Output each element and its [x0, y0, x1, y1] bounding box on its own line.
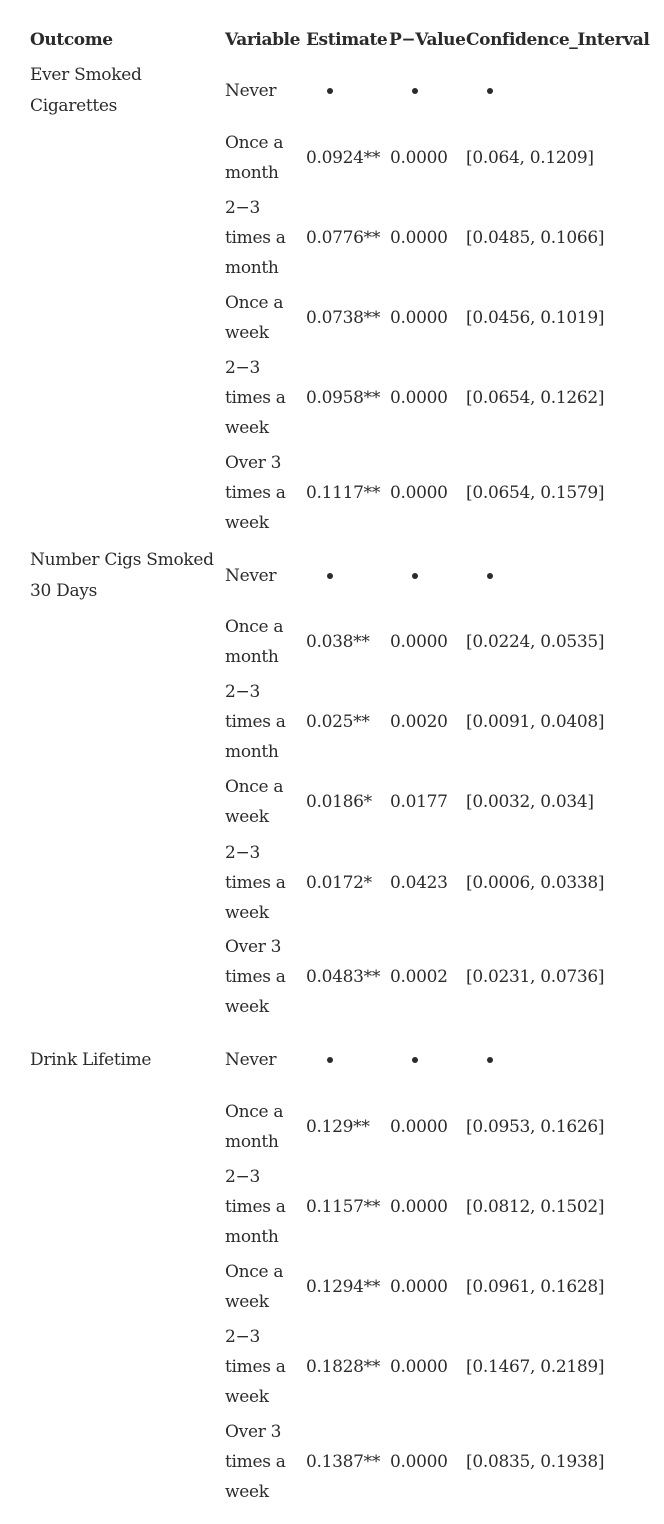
p-value-missing-dot	[412, 573, 418, 579]
p-value-cell: 0.0177	[390, 792, 448, 812]
header-p-value: P−Value	[389, 30, 466, 50]
estimate-missing-dot	[327, 573, 333, 579]
variable-cell: 2−3 times a month	[225, 682, 286, 762]
p-value-cell: 0.0423	[390, 873, 448, 893]
variable-cell: Never	[225, 566, 277, 586]
variable-cell: Once a month	[225, 1102, 284, 1152]
outcome-label: Ever Smoked Cigarettes	[30, 65, 142, 116]
estimate-cell: 0.0738**	[306, 308, 381, 328]
estimate-cell: 0.1157**	[306, 1197, 381, 1217]
confidence-interval-cell: [0.0953, 0.1626]	[466, 1117, 605, 1137]
ci-missing-dot	[487, 1057, 493, 1063]
variable-cell: 2−3 times a week	[225, 843, 286, 923]
p-value-cell: 0.0000	[390, 1277, 448, 1297]
confidence-interval-cell: [0.0091, 0.0408]	[466, 712, 605, 732]
confidence-interval-cell: [0.0961, 0.1628]	[466, 1277, 605, 1297]
variable-cell: Once a week	[225, 293, 284, 343]
p-value-cell: 0.0000	[390, 1197, 448, 1217]
p-value-cell: 0.0000	[390, 1357, 448, 1377]
p-value-cell: 0.0000	[390, 148, 448, 168]
p-value-cell: 0.0000	[390, 483, 448, 503]
estimate-cell: 0.1387**	[306, 1452, 381, 1472]
confidence-interval-cell: [0.0654, 0.1262]	[466, 388, 605, 408]
p-value-cell: 0.0000	[390, 308, 448, 328]
variable-cell: Once a week	[225, 777, 284, 827]
confidence-interval-cell: [0.0456, 0.1019]	[466, 308, 605, 328]
variable-cell: Never	[225, 1050, 277, 1070]
p-value-cell: 0.0000	[390, 1452, 448, 1472]
confidence-interval-cell: [0.0485, 0.1066]	[466, 228, 605, 248]
header-estimate: Estimate	[306, 30, 388, 50]
estimate-cell: 0.0172*	[306, 873, 372, 893]
estimate-cell: 0.0186*	[306, 792, 372, 812]
variable-cell: Never	[225, 81, 277, 101]
variable-cell: 2−3 times a week	[225, 1327, 286, 1407]
p-value-cell: 0.0000	[390, 388, 448, 408]
estimate-cell: 0.0958**	[306, 388, 381, 408]
p-value-cell: 0.0002	[390, 967, 448, 987]
outcome-label: Drink Lifetime	[30, 1050, 152, 1070]
variable-cell: 2−3 times a week	[225, 358, 286, 438]
estimate-cell: 0.129**	[306, 1117, 370, 1137]
estimate-cell: 0.1294**	[306, 1277, 381, 1297]
header-variable: Variable	[225, 30, 301, 50]
confidence-interval-cell: [0.0224, 0.0535]	[466, 632, 605, 652]
variable-cell: Over 3 times a week	[225, 937, 286, 1017]
p-value-missing-dot	[412, 88, 418, 94]
confidence-interval-cell: [0.0812, 0.1502]	[466, 1197, 605, 1217]
confidence-interval-cell: [0.0231, 0.0736]	[466, 967, 605, 987]
variable-cell: Once a week	[225, 1262, 284, 1312]
variable-cell: 2−3 times a month	[225, 1167, 286, 1247]
variable-cell: 2−3 times a month	[225, 198, 286, 278]
estimate-cell: 0.1828**	[306, 1357, 381, 1377]
variable-cell: Over 3 times a week	[225, 1422, 286, 1502]
ci-missing-dot	[487, 88, 493, 94]
p-value-cell: 0.0020	[390, 712, 448, 732]
estimate-missing-dot	[327, 1057, 333, 1063]
p-value-cell: 0.0000	[390, 228, 448, 248]
estimate-missing-dot	[327, 88, 333, 94]
header-outcome: Outcome	[30, 30, 113, 50]
estimate-cell: 0.0776**	[306, 228, 381, 248]
confidence-interval-cell: [0.064, 0.1209]	[466, 148, 594, 168]
estimate-cell: 0.0483**	[306, 967, 381, 987]
estimate-cell: 0.0924**	[306, 148, 381, 168]
confidence-interval-cell: [0.0654, 0.1579]	[466, 483, 605, 503]
p-value-cell: 0.0000	[390, 1117, 448, 1137]
estimate-cell: 0.038**	[306, 632, 370, 652]
ci-missing-dot	[487, 573, 493, 579]
outcome-label: Number Cigs Smoked 30 Days	[30, 550, 214, 601]
estimate-cell: 0.025**	[306, 712, 370, 732]
p-value-cell: 0.0000	[390, 632, 448, 652]
variable-cell: Once a month	[225, 133, 284, 183]
confidence-interval-cell: [0.0032, 0.034]	[466, 792, 594, 812]
estimate-cell: 0.1117**	[306, 483, 381, 503]
variable-cell: Once a month	[225, 617, 284, 667]
confidence-interval-cell: [0.0835, 0.1938]	[466, 1452, 605, 1472]
confidence-interval-cell: [0.0006, 0.0338]	[466, 873, 605, 893]
p-value-missing-dot	[412, 1057, 418, 1063]
confidence-interval-cell: [0.1467, 0.2189]	[466, 1357, 605, 1377]
header-confidence-interval: Confidence_Interval	[466, 30, 650, 50]
variable-cell: Over 3 times a week	[225, 453, 286, 533]
